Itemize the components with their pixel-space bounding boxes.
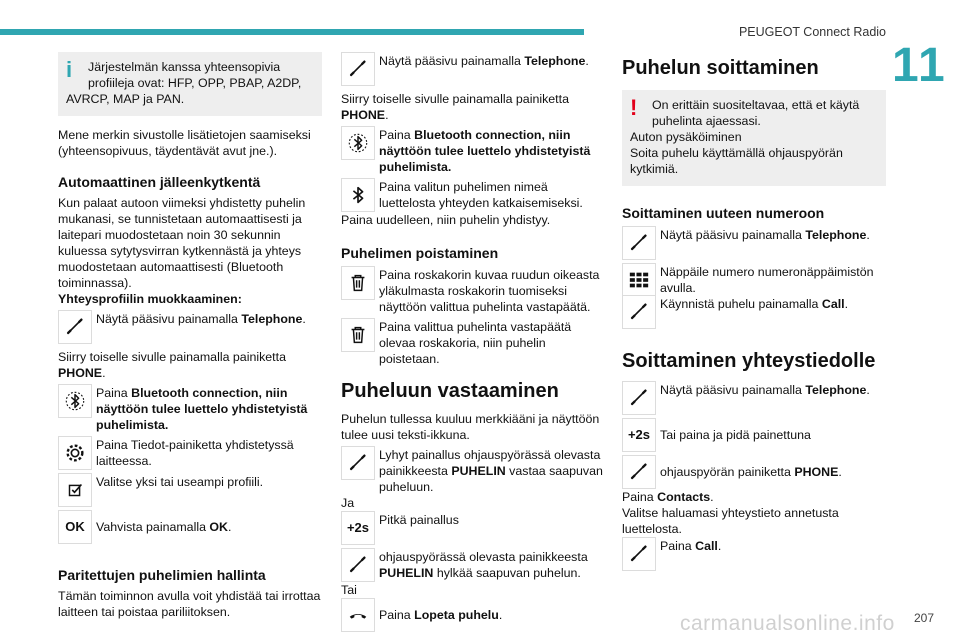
step-bluetooth <box>341 126 605 175</box>
reconnect-text: Paina uudelleen, niin puhelin yhdistyy. <box>341 213 551 227</box>
heading-new-number: Soittaminen uuteen numeroon <box>622 205 825 221</box>
phone-icon <box>622 381 656 415</box>
step-hold <box>622 418 886 452</box>
step-text: Näytä pääsivu painamalla Telephone. <box>96 312 306 326</box>
info-note-line-3: AVRCP, MAP ja PAN. <box>66 92 185 106</box>
step-text: Näytä pääsivu painamalla Telephone. <box>660 228 870 242</box>
checkbox-icon <box>58 473 92 507</box>
heading-paired-phones: Paritettujen puhelimien hallinta <box>58 567 266 583</box>
bluetooth-connection-icon <box>58 384 92 418</box>
step-text: Pitkä painallus <box>379 513 459 527</box>
swipe-text: Siirry toiselle sivulle painamalla painiketta PHONE. <box>58 350 286 380</box>
step-phone-button <box>622 455 886 489</box>
warning-line-4: Soita puhelu käyttämällä ohjauspyörän kytkimiä. <box>630 146 843 176</box>
hang-up-icon <box>341 598 375 632</box>
warning-icon: ! <box>630 95 638 120</box>
bluetooth-icon <box>341 178 375 212</box>
step-text: Käynnistä puhelu painamalla Call. <box>660 297 849 311</box>
contacts-text: Paina Contacts. <box>622 490 714 504</box>
answer-text: Puhelun tullessa kuuluu merkkiääni ja näyttöön tulee uusi teksti-ikkuna. <box>341 412 600 442</box>
step-text: Paina Tiedot-painiketta yhdistetyssä laitteessa. <box>96 438 294 468</box>
intro-text: Mene merkin sivustolle lisätietojen saamiseksi (yhteensopivuus, täydentävät avut jne.). <box>58 128 311 158</box>
or-text: Tai <box>341 583 357 597</box>
watermark: carmanualsonline.info <box>680 612 895 635</box>
step-text: ohjauspyörän painiketta PHONE. <box>660 465 842 479</box>
step-telephone <box>58 310 322 344</box>
phone-icon <box>341 52 375 86</box>
step-disconnect <box>341 178 605 212</box>
info-note <box>58 52 322 116</box>
step-trash-delete <box>341 318 605 367</box>
step-profile <box>58 473 322 507</box>
step-text: Näytä pääsivu painamalla Telephone. <box>660 383 870 397</box>
step-details <box>58 436 322 470</box>
step-text: Paina Bluetooth connection, niin näyttöön tulee luettelo yhdistetyistä puhelimista. <box>96 386 308 432</box>
and-text: Ja <box>341 496 355 510</box>
step-trash-show <box>341 266 605 315</box>
heading-delete-phone: Puhelimen poistaminen <box>341 245 499 261</box>
trash-icon <box>341 266 375 300</box>
auto-text: Kun palaat autoon viimeksi yhdistetty puhelin mukanasi, se tunnistetaan automaattisesti ja laitepari muodostetaan noin 30 sekunnin kuluessa sytytysvirran kytkennästä ja yhteys muodostetaan automaattisesti (Bluetooth toiminnassa). <box>58 196 306 290</box>
header-title: PEUGEOT Connect Radio <box>738 25 886 39</box>
info-note-line-2: profiileja ovat: HFP, OPP, PBAP, A2DP, <box>88 76 302 90</box>
warning-line-1: On erittäin suositeltavaa, että et käytä <box>652 98 860 112</box>
keypad-icon <box>622 263 656 297</box>
info-note-line-1: Järjestelmän kanssa yhteensopivia <box>88 60 281 74</box>
column-2 <box>341 52 605 632</box>
step-long-press <box>341 511 605 545</box>
ok-icon: OK <box>58 510 92 544</box>
info-icon: i <box>66 57 73 82</box>
step-telephone <box>341 52 605 86</box>
long-press-icon: +2s <box>341 511 375 545</box>
step-telephone <box>622 226 886 260</box>
column-1 <box>58 52 322 620</box>
step-text: Paina Call. <box>660 539 722 553</box>
step-text: Valitse yksi tai useampi profiili. <box>96 475 264 489</box>
step-text: Paina roskakorin kuvaa ruudun oikeasta yläkulmasta roskakorin tuomiseksi näyttöön valittua puhelinta vastapäätä. <box>379 268 600 314</box>
step-text: Lyhyt painallus ohjauspyörässä olevasta painikkeesta PUHELIN vastaa saapuvan puheluun. <box>379 448 603 494</box>
step-text: ohjauspyörässä olevasta painikkeesta PUHELIN hylkää saapuvan puhelun. <box>379 550 588 580</box>
gear-icon <box>58 436 92 470</box>
step-text: Vahvista painamalla OK. <box>96 520 232 534</box>
step-reject <box>341 548 605 582</box>
column-3 <box>622 52 886 571</box>
step-telephone <box>622 381 886 415</box>
step-text: Paina valitun puhelimen nimeä luettelosta yhteyden katkaisemiseksi. <box>379 180 583 210</box>
pair-text: Tämän toiminnon avulla voit yhdistää tai irrottaa laitteen tai poistaa pariliitoksen. <box>58 589 321 619</box>
step-text: Näytä pääsivu painamalla Telephone. <box>379 54 589 68</box>
heading-auto-reconnect: Automaattinen jälleenkytkentä <box>58 174 261 190</box>
phone-icon <box>341 446 375 480</box>
phone-icon <box>622 455 656 489</box>
step-keypad <box>622 263 886 297</box>
step-short-press <box>341 446 605 495</box>
step-bluetooth <box>58 384 322 433</box>
phone-icon <box>341 548 375 582</box>
step-text: Näppäile numero numeronäppäimistön avulla. <box>660 265 874 295</box>
select-contact-text: Valitse haluamasi yhteystieto annetusta luettelosta. <box>622 506 839 536</box>
header-accent-bar <box>0 29 584 35</box>
step-text: Paina Lopeta puhelu. <box>379 608 503 622</box>
bluetooth-connection-icon <box>341 126 375 160</box>
heading-answer-call: Puheluun vastaaminen <box>341 380 559 402</box>
phone-icon <box>58 310 92 344</box>
trash-icon <box>341 318 375 352</box>
heading-make-call: Puhelun soittaminen <box>622 57 819 79</box>
phone-icon <box>622 295 656 329</box>
phone-icon <box>622 226 656 260</box>
step-text: Paina Bluetooth connection, niin näyttöön tulee luettelo yhdistetyistä puhelimista. <box>379 128 591 174</box>
heading-call-contact: Soittaminen yhteystiedolle <box>622 350 876 372</box>
phone-icon <box>622 537 656 571</box>
step-call <box>622 295 886 329</box>
step-call <box>622 537 886 571</box>
warning-line-3: Auton pysäköiminen <box>630 130 742 144</box>
chapter-number: 11 <box>892 39 947 92</box>
step-text: Tai paina ja pidä painettuna <box>660 428 811 442</box>
step-ok <box>58 510 322 544</box>
page-number: 207 <box>913 611 934 625</box>
warning-line-2: puhelinta ajaessasi. <box>652 114 761 128</box>
step-text: Paina valittua puhelinta vastapäätä olevaa roskakoria, niin puhelin poistetaan. <box>379 320 572 366</box>
warning-note <box>622 90 886 186</box>
swipe-text: Siirry toiselle sivulle painamalla painiketta PHONE. <box>341 92 569 122</box>
profile-title: Yhteysprofiilin muokkaaminen: <box>58 292 242 306</box>
long-press-icon: +2s <box>622 418 656 452</box>
step-end-call <box>341 598 605 632</box>
